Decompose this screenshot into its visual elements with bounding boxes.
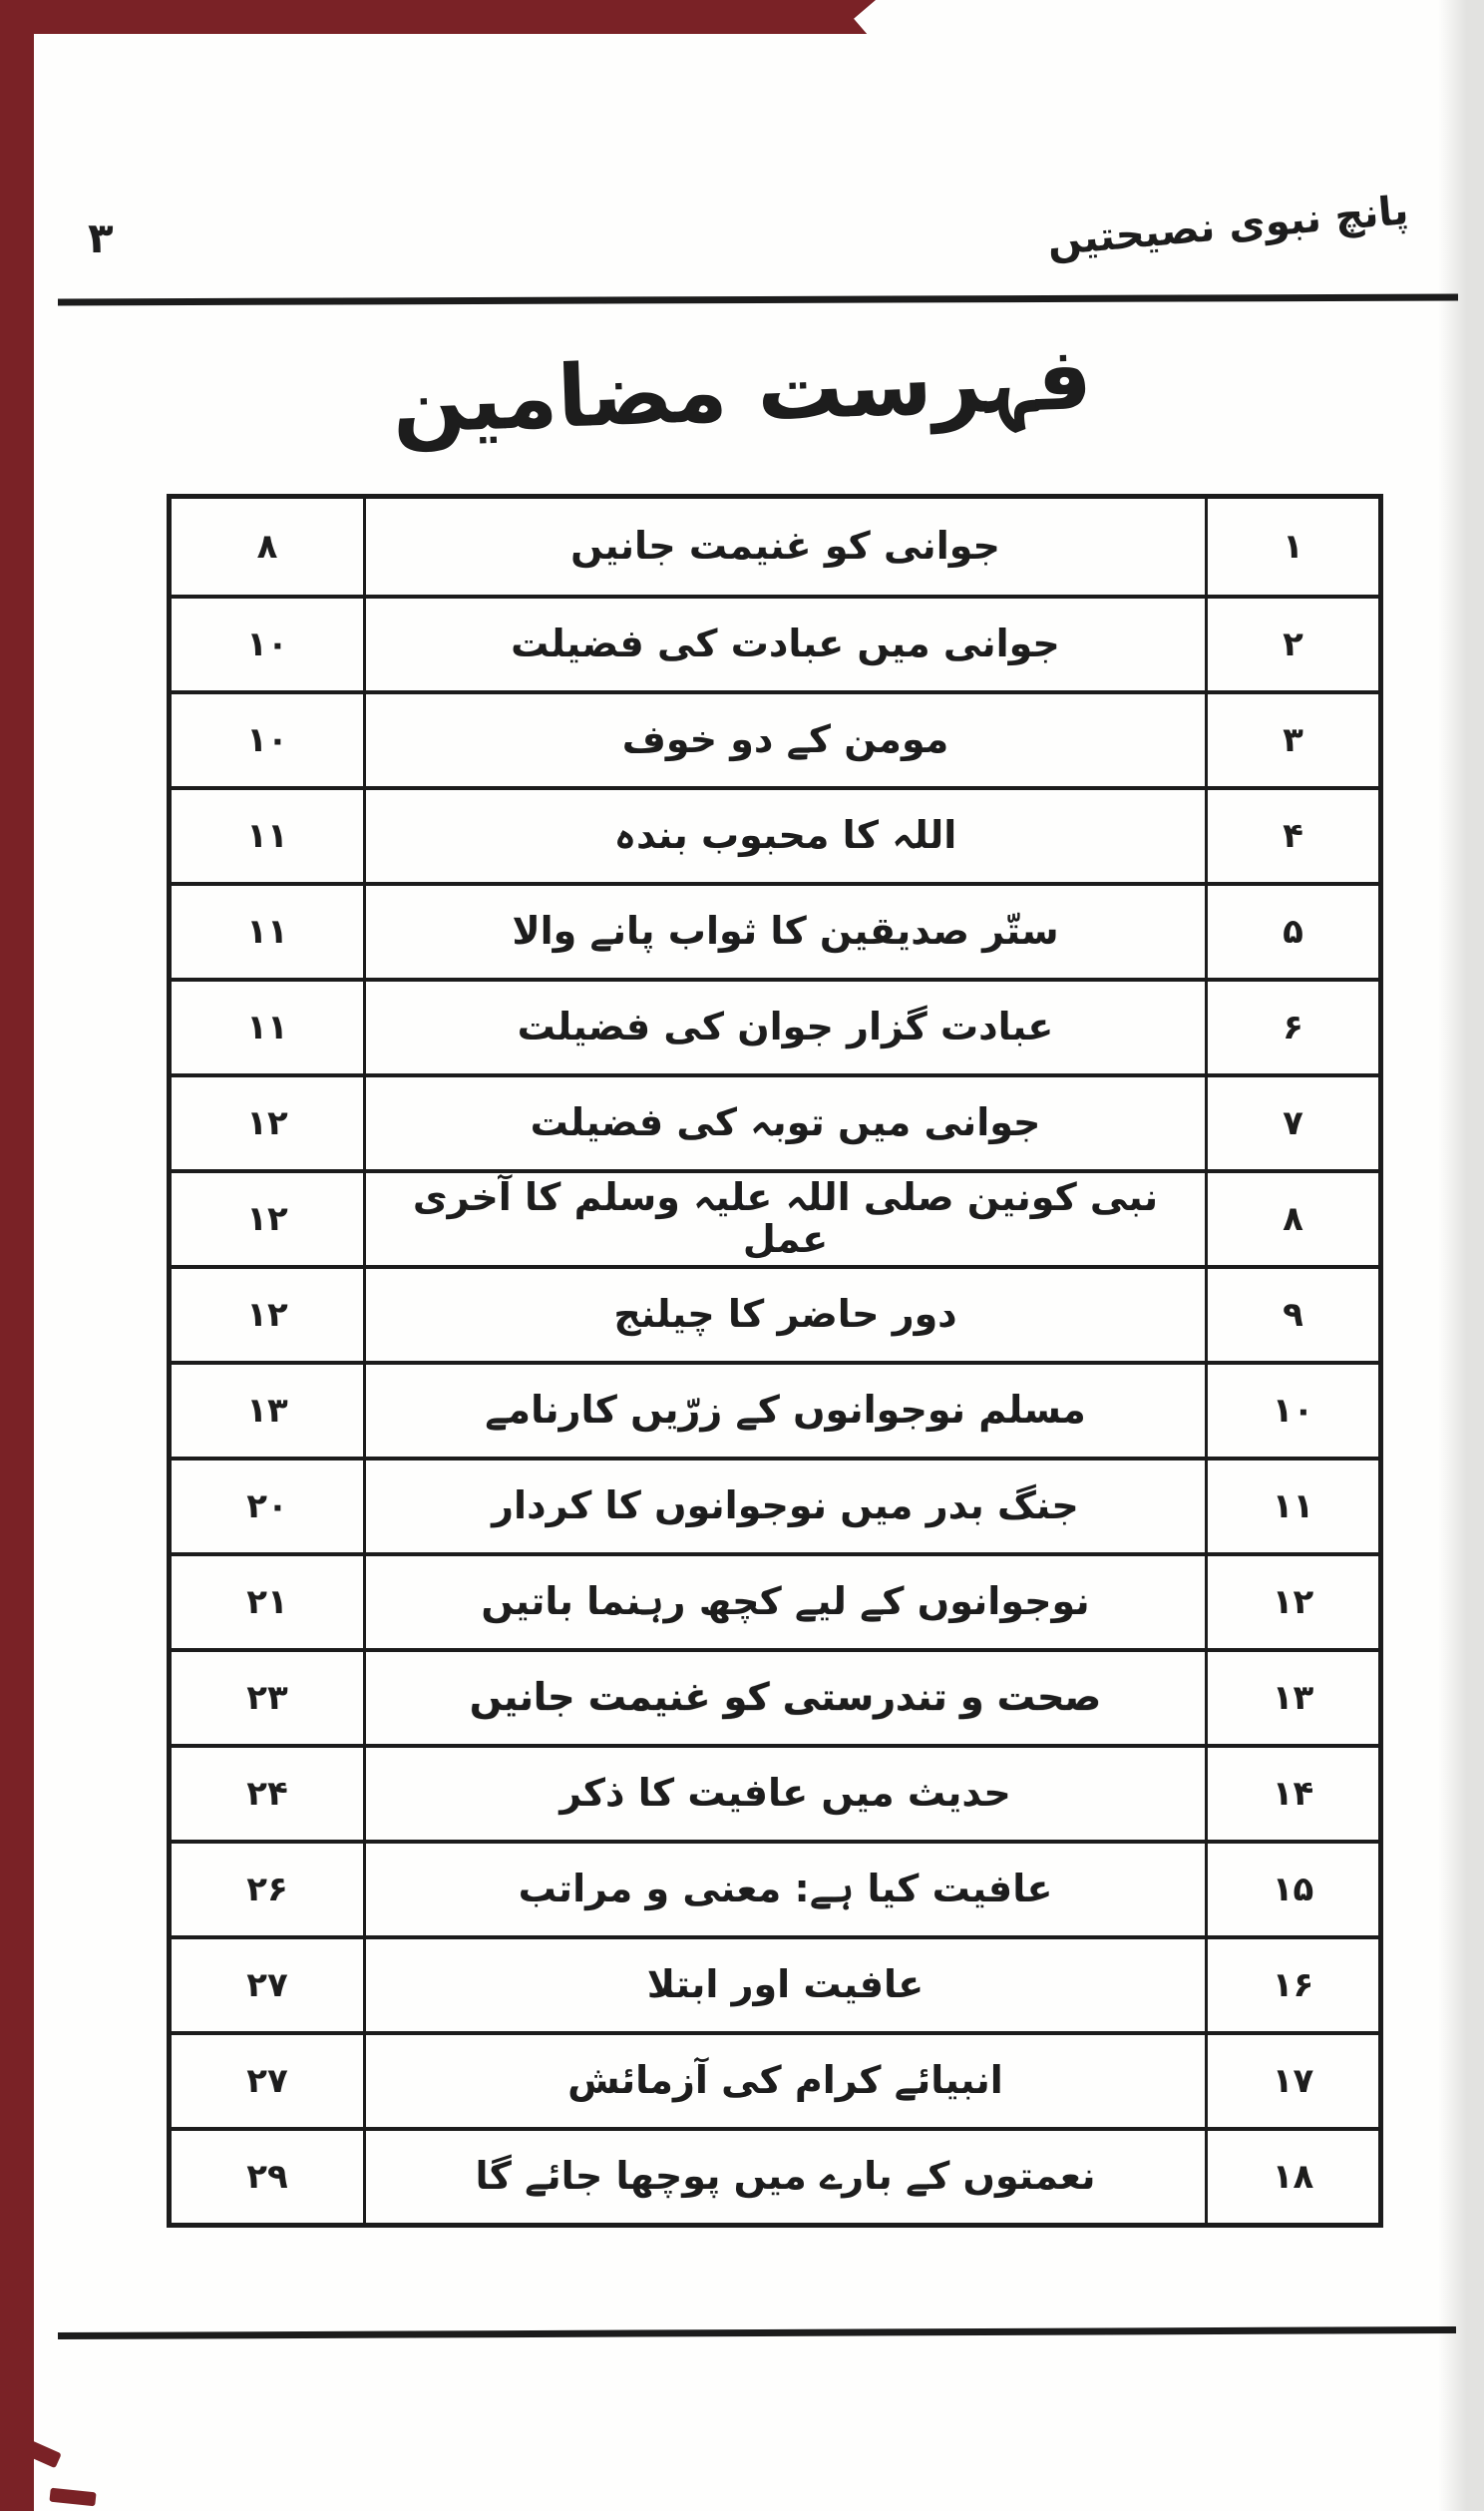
toc-row: [172, 882, 1378, 978]
toc-row: [172, 1840, 1378, 1935]
toc-table: [167, 494, 1383, 2228]
toc-serial-cell: ۱۳: [1272, 1678, 1314, 1718]
toc-serial-cell: ۶: [1283, 1008, 1303, 1047]
toc-row: [172, 978, 1378, 1073]
toc-title-cell: حدیث میں عافیت کا ذکر: [363, 1748, 1208, 1840]
toc-page-number-cell: ۲۷: [246, 2061, 288, 2101]
book-cover-bottom-mark: [49, 2488, 96, 2507]
toc-row: [172, 1073, 1378, 1169]
toc-title-cell: اللہ کا محبوب بندہ: [363, 790, 1208, 882]
toc-serial-cell: ۹: [1283, 1295, 1303, 1335]
toc-rows: [172, 499, 1378, 2223]
toc-serial-cell: ۵: [1283, 912, 1303, 952]
toc-row: [172, 1935, 1378, 2031]
toc-serial-cell: ۱۵: [1272, 1870, 1314, 1909]
toc-serial-cell: ۱۲: [1272, 1582, 1314, 1622]
toc-title-cell: ستّر صدیقین کا ثواب پانے والا: [363, 886, 1208, 978]
toc-serial-cell: ۱۰: [1272, 1391, 1314, 1431]
toc-page-number-cell: ۱۱: [246, 816, 288, 856]
toc-page-number-cell: ۱۱: [246, 1008, 288, 1047]
toc-title-cell: عافیت کیا ہے: معنی و مراتب: [363, 1844, 1208, 1935]
toc-title-cell: نوجوانوں کے لیے کچھ رہنما باتیں: [363, 1556, 1208, 1648]
toc-serial-cell: ۷: [1283, 1103, 1303, 1143]
toc-row: [172, 499, 1378, 595]
toc-serial-cell: ۴: [1283, 816, 1303, 856]
toc-title-cell: مومن کے دو خوف: [363, 694, 1208, 786]
toc-serial-cell: ۱۱: [1272, 1486, 1314, 1526]
toc-page-number-cell: ۱۱: [246, 912, 288, 952]
toc-row: [172, 1457, 1378, 1552]
toc-serial-cell: ۳: [1283, 720, 1303, 760]
toc-title-cell: جنگ بدر میں نوجوانوں کا کردار: [363, 1461, 1208, 1552]
toc-title-cell: جوانی میں توبہ کی فضیلت: [363, 1077, 1208, 1169]
page-number: ۳: [88, 213, 114, 262]
toc-row: [172, 1552, 1378, 1648]
toc-title-cell: نعمتوں کے بارے میں پوچھا جائے گا: [363, 2131, 1208, 2223]
toc-page-number-cell: ۲۴: [246, 1774, 288, 1814]
toc-page-number-cell: ۲۰: [246, 1486, 288, 1526]
running-header-book-title: پانچ نبوی نصیحتیں: [1045, 188, 1411, 265]
toc-page-number-cell: ۱۲: [246, 1295, 288, 1335]
toc-page-number-cell: ۱۲: [246, 1199, 288, 1239]
toc-page-number-cell: ۲۷: [246, 1965, 288, 2005]
toc-row: [172, 690, 1378, 786]
page-title: فہرست مضامین: [390, 328, 1094, 454]
toc-page-number-cell: ۱۰: [246, 625, 288, 664]
toc-row: [172, 1744, 1378, 1840]
header-rule: [58, 294, 1458, 306]
toc-title-cell: نبی کونین صلی اللہ علیہ وسلم کا آخری عمل: [363, 1173, 1208, 1265]
toc-row: [172, 595, 1378, 690]
toc-serial-cell: ۲: [1283, 625, 1303, 664]
toc-title-cell: انبیائے کرام کی آزمائش: [363, 2035, 1208, 2127]
toc-title-cell: مسلم نوجوانوں کے زرّیں کارنامے: [363, 1365, 1208, 1457]
toc-serial-cell: ۸: [1283, 1199, 1303, 1239]
toc-row: [172, 1169, 1378, 1265]
toc-title-cell: عافیت اور ابتلا: [363, 1939, 1208, 2031]
toc-page-number-cell: ۸: [256, 527, 278, 567]
toc-row: [172, 1361, 1378, 1457]
toc-serial-cell: ۱: [1283, 527, 1303, 567]
toc-title-cell: جوانی میں عبادت کی فضیلت: [363, 599, 1208, 690]
toc-row: [172, 786, 1378, 882]
toc-title-cell: دور حاضر کا چیلنج: [363, 1269, 1208, 1361]
toc-title-cell: صحت و تندرستی کو غنیمت جانیں: [363, 1652, 1208, 1744]
toc-serial-cell: ۱۷: [1272, 2061, 1314, 2101]
toc-page-number-cell: ۲۳: [246, 1678, 288, 1718]
toc-page-number-cell: ۱۲: [246, 1103, 288, 1143]
toc-title-cell: جوانی کو غنیمت جانیں: [363, 499, 1208, 595]
toc-page-number-cell: ۲۶: [246, 1870, 288, 1909]
toc-serial-cell: ۱۴: [1272, 1774, 1314, 1814]
footer-rule: [58, 2326, 1456, 2339]
toc-page-number-cell: ۱۳: [246, 1391, 288, 1431]
toc-row: [172, 1648, 1378, 1744]
toc-page-number-cell: ۲۹: [246, 2157, 288, 2197]
toc-serial-cell: ۱۶: [1272, 1965, 1314, 2005]
toc-row: [172, 1265, 1378, 1361]
toc-title-cell: عبادت گزار جوان کی فضیلت: [363, 982, 1208, 1073]
toc-serial-cell: ۱۸: [1272, 2157, 1314, 2197]
book-cover-top-edge: [0, 0, 876, 34]
toc-row: [172, 2127, 1378, 2223]
toc-page-number-cell: ۱۰: [246, 720, 288, 760]
toc-row: [172, 2031, 1378, 2127]
toc-page-number-cell: ۲۱: [246, 1582, 288, 1622]
